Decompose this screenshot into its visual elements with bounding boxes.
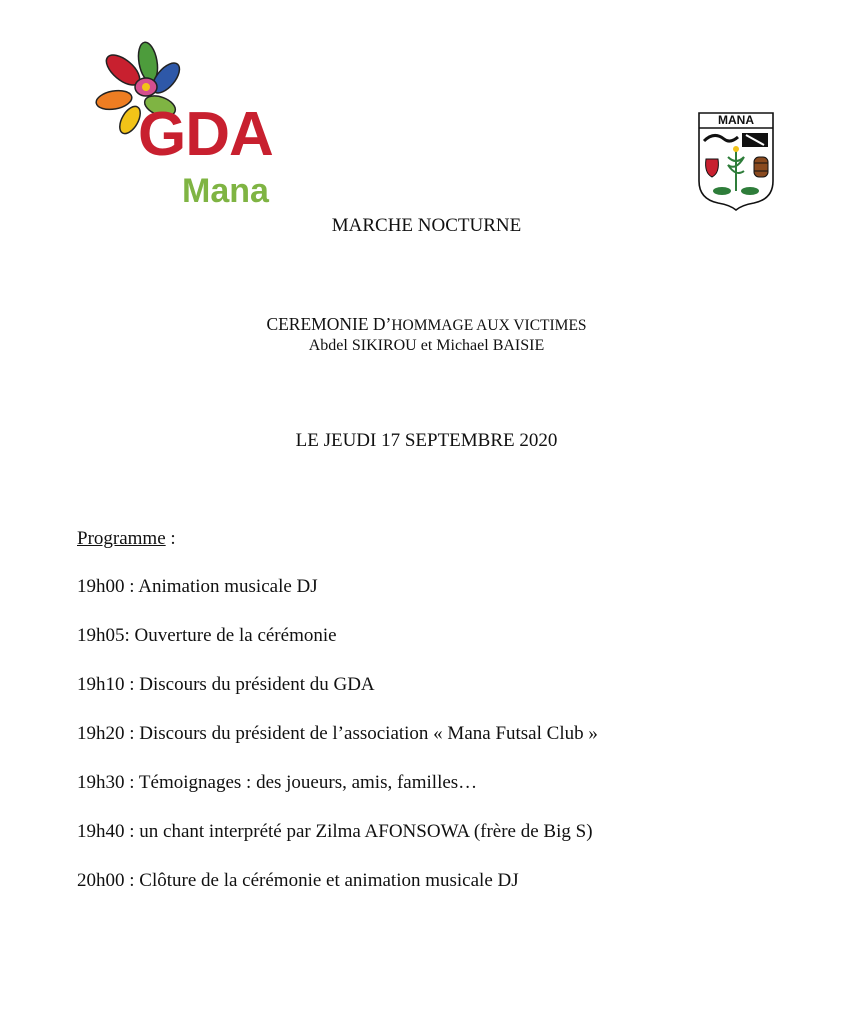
event-date: LE JEUDI 17 SEPTEMBRE 2020 [295,430,558,451]
programme-heading [77,527,176,551]
gda-logo-subtext: Mana [182,172,269,210]
programme-heading-label: Programme [77,528,166,549]
programme-item-1: 19h00 : Animation musicale DJ [77,576,318,597]
ceremony-title [0,313,853,337]
ceremony-title-rest: HOMMAGE AUX VICTIMES [391,317,587,334]
page-title: MARCHE NOCTURNE [331,215,522,236]
programme-heading-colon: : [165,528,176,549]
programme-item-5: 19h30 : Témoignages : des joueurs, amis, familles… [77,772,478,793]
programme-item-7: 20h00 : Clôture de la cérémonie et animation musicale DJ [77,870,519,891]
programme-item-4: 19h20 : Discours du président de l’association « Mana Futsal Club » [77,723,598,744]
ceremony-title-prefix: CEREMONIE D’ [266,314,392,334]
mana-crest [696,111,776,211]
gda-logo-text: GDA [138,100,273,169]
gda-mana-logo [88,40,288,215]
victims-names: Abdel SIKIROU et Michael BAISIE [308,337,545,354]
programme-item-2: 19h05: Ouverture de la cérémonie [77,625,337,646]
crest-title: MANA [718,113,754,127]
programme-item-6: 19h40 : un chant interprété par Zilma AFONSOWA (frère de Big S) [77,821,593,842]
programme-item-3: 19h10 : Discours du président du GDA [77,674,375,695]
